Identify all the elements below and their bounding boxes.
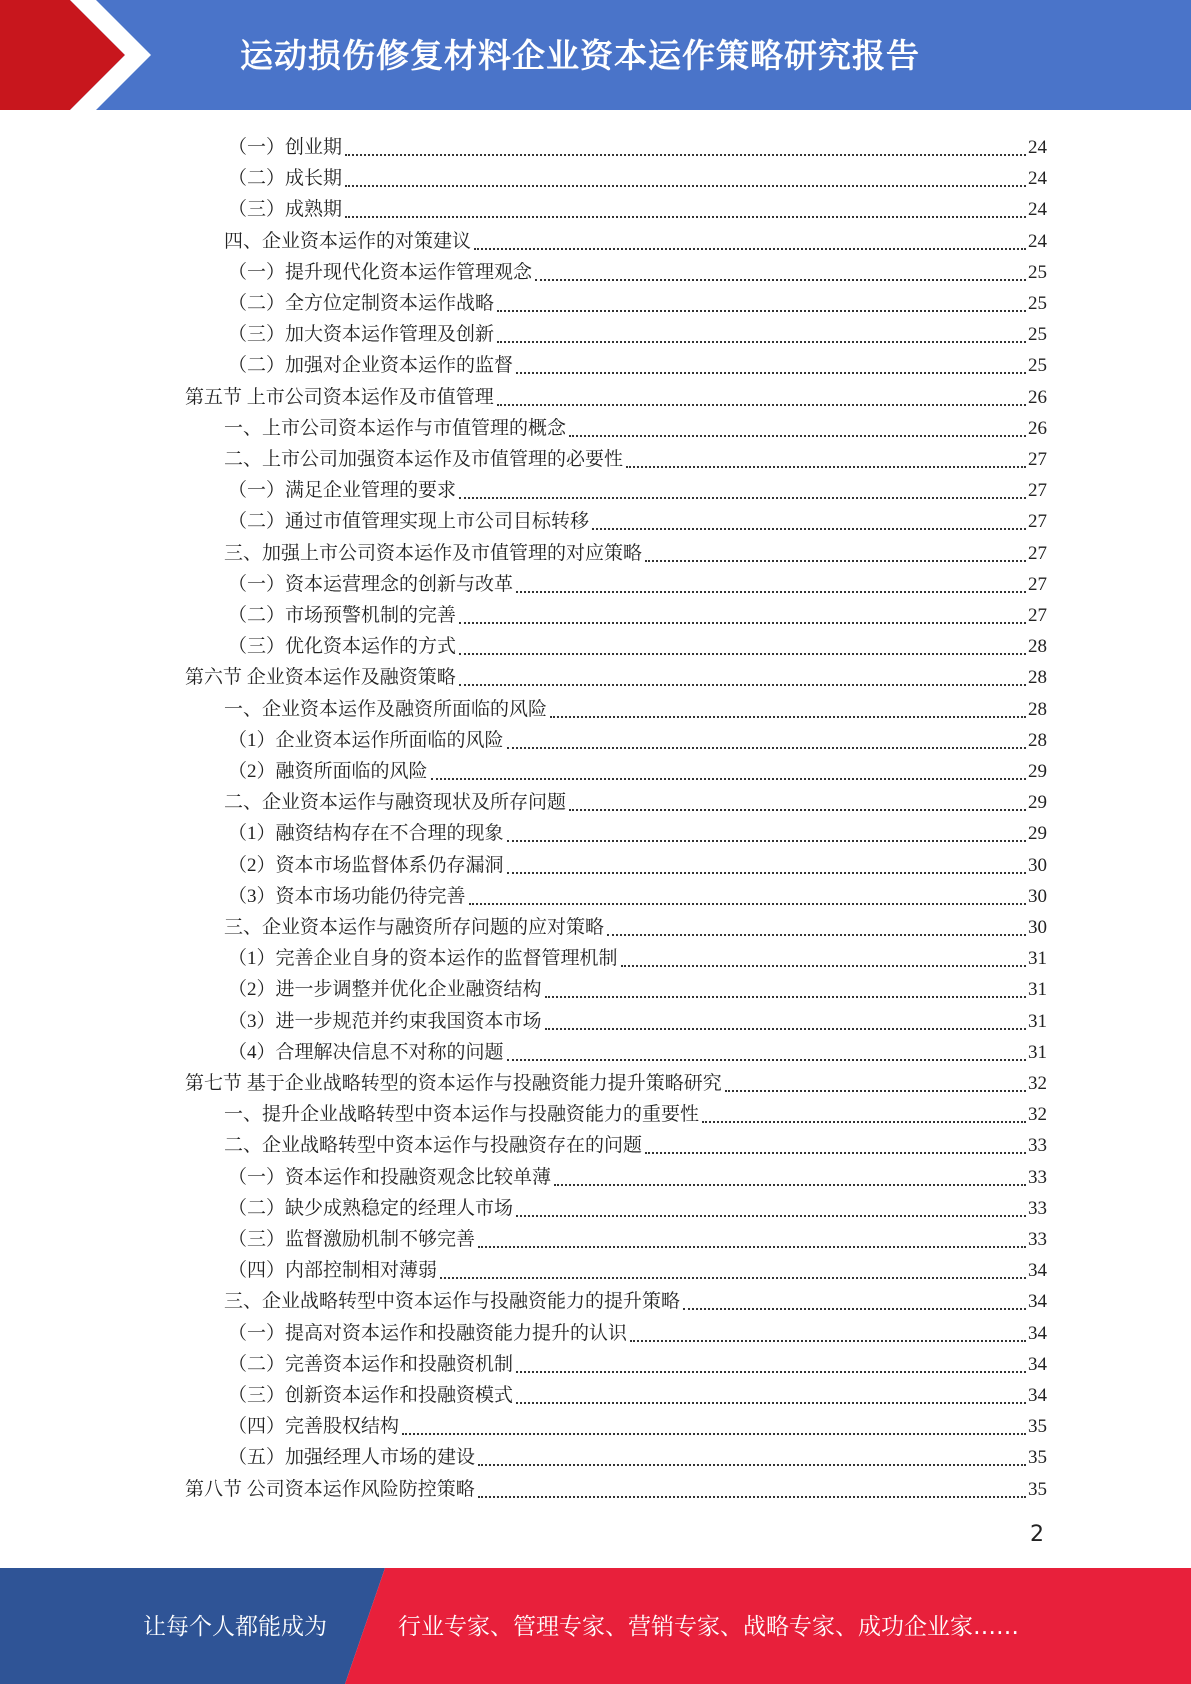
toc-entry-title: （四）完善股权结构 — [228, 1416, 400, 1438]
toc-dot-leader — [621, 949, 1026, 967]
toc-dot-leader — [645, 1136, 1026, 1154]
toc-dot-leader — [459, 481, 1026, 499]
toc-entry-page: 25 — [1028, 261, 1047, 283]
toc-entry[interactable] — [224, 534, 1047, 565]
toc-entry[interactable] — [228, 159, 1047, 190]
toc-entry-title: 一、提升企业战略转型中资本运作与投融资能力的重要性 — [224, 1104, 700, 1126]
toc-dot-leader — [497, 294, 1026, 312]
toc-entry-page: 25 — [1028, 293, 1047, 314]
toc-entry[interactable] — [228, 721, 1047, 752]
toc-dot-leader — [516, 575, 1026, 593]
toc-entry[interactable] — [228, 814, 1047, 845]
toc-entry-title: 第八节 公司资本运作风险防控策略 — [185, 1478, 475, 1500]
toc-entry-page: 34 — [1028, 1353, 1047, 1375]
toc-entry[interactable] — [224, 1095, 1047, 1126]
toc-entry-page: 28 — [1028, 729, 1047, 751]
toc-entry-page: 30 — [1028, 885, 1047, 907]
toc-entry[interactable] — [228, 190, 1047, 221]
toc-entry-page: 34 — [1028, 1385, 1047, 1406]
toc-entry-title: （3）进一步规范并约束我国资本市场 — [228, 1010, 542, 1032]
toc-entry-page: 31 — [1028, 979, 1047, 1001]
toc-entry-title: 一、企业资本运作及融资所面临的风险 — [224, 698, 548, 720]
toc-dot-leader — [516, 1199, 1026, 1217]
toc-dot-leader — [545, 980, 1026, 998]
toc-entry[interactable] — [228, 627, 1047, 658]
toc-entry[interactable] — [228, 1033, 1047, 1064]
toc-dot-leader — [431, 762, 1026, 780]
toc-entry[interactable] — [228, 877, 1047, 908]
toc-entry-title: （二）完善资本运作和投融资机制 — [228, 1353, 514, 1375]
toc-entry[interactable] — [228, 128, 1047, 159]
toc-entry-page: 32 — [1028, 1073, 1047, 1094]
toc-entry-title: 第五节 上市公司资本运作及市值管理 — [185, 386, 494, 408]
toc-entry-title: 二、企业资本运作与融资现状及所存问题 — [224, 792, 567, 814]
toc-dot-leader — [550, 700, 1026, 718]
toc-entry-page: 29 — [1028, 761, 1047, 782]
toc-entry-title: （二）全方位定制资本运作战略 — [228, 293, 495, 314]
toc-entry-page: 31 — [1028, 948, 1047, 970]
toc-entry[interactable] — [185, 658, 1047, 689]
toc-dot-leader — [607, 918, 1026, 936]
toc-entry-page: 29 — [1028, 792, 1047, 814]
toc-entry[interactable] — [224, 1126, 1047, 1157]
toc-entry-title: 二、企业战略转型中资本运作与投融资存在的问题 — [224, 1135, 643, 1157]
toc-dot-leader — [440, 1261, 1026, 1279]
toc-entry-page: 29 — [1028, 823, 1047, 845]
toc-entry-title: （2）资本市场监督体系仍存漏洞 — [228, 854, 504, 876]
toc-dot-leader — [569, 793, 1026, 811]
toc-entry[interactable] — [228, 471, 1047, 502]
toc-dot-leader — [545, 1012, 1026, 1030]
toc-entry-title: 三、企业资本运作与融资所存问题的应对策略 — [224, 917, 605, 938]
toc-dot-leader — [507, 856, 1026, 874]
toc-entry-title: （五）加强经理人市场的建设 — [228, 1447, 476, 1469]
page-footer — [0, 1568, 1191, 1684]
toc-entry-title: （一）创业期 — [228, 137, 343, 158]
toc-entry[interactable] — [228, 596, 1047, 627]
toc-entry[interactable] — [228, 1251, 1047, 1282]
toc-entry[interactable] — [228, 752, 1047, 783]
toc-entry[interactable] — [224, 690, 1047, 721]
toc-dot-leader — [626, 450, 1026, 468]
toc-entry[interactable] — [228, 1158, 1047, 1189]
toc-entry-page: 33 — [1028, 1229, 1047, 1250]
toc-entry-title: （1）完善企业自身的资本运作的监督管理机制 — [228, 948, 618, 970]
toc-entry[interactable] — [228, 346, 1047, 377]
toc-entry-title: （二）缺少成熟稳定的经理人市场 — [228, 1197, 514, 1219]
toc-entry-page: 24 — [1028, 137, 1047, 158]
toc-entry-title: （2）融资所面临的风险 — [228, 761, 428, 782]
toc-entry-title: （三）优化资本运作的方式 — [228, 636, 457, 658]
toc-dot-leader — [630, 1324, 1026, 1342]
toc-entry-page: 33 — [1028, 1166, 1047, 1188]
toc-dot-leader — [507, 824, 1026, 842]
toc-entry[interactable] — [228, 1002, 1047, 1033]
toc-entry[interactable] — [228, 846, 1047, 877]
toc-dot-leader — [569, 419, 1026, 437]
toc-entry-page: 35 — [1028, 1447, 1047, 1469]
toc-entry-page: 25 — [1028, 324, 1047, 346]
toc-dot-leader — [702, 1105, 1026, 1123]
toc-entry-page: 28 — [1028, 636, 1047, 658]
toc-entry-title: （1）融资结构存在不合理的现象 — [228, 823, 504, 845]
toc-entry-title: 第七节 基于企业战略转型的资本运作与投融资能力提升策略研究 — [185, 1073, 722, 1094]
toc-entry[interactable] — [228, 284, 1047, 315]
toc-dot-leader — [497, 388, 1026, 406]
toc-entry-title: （4）合理解决信息不对称的问题 — [228, 1041, 504, 1063]
page-header — [0, 0, 1191, 110]
page-number: 2 — [1030, 1522, 1044, 1547]
toc-entry-title: （3）资本市场功能仍待完善 — [228, 885, 466, 907]
header-arrow-decoration — [0, 0, 160, 110]
toc-entry[interactable] — [224, 222, 1047, 253]
toc-entry-title: （2）进一步调整并优化企业融资结构 — [228, 979, 542, 1001]
toc-entry-title: 一、上市公司资本运作与市值管理的概念 — [224, 417, 567, 439]
toc-entry-page: 35 — [1028, 1478, 1047, 1500]
toc-dot-leader — [474, 232, 1026, 250]
footer-slogan-right: 行业专家、管理专家、营销专家、战略专家、成功企业家…… — [398, 1614, 1019, 1640]
toc-dot-leader — [592, 512, 1026, 530]
toc-entry-page: 27 — [1028, 573, 1047, 595]
toc-entry-page: 28 — [1028, 698, 1047, 720]
toc-entry[interactable] — [224, 409, 1047, 440]
toc-dot-leader — [554, 1168, 1026, 1186]
toc-dot-leader — [516, 1386, 1026, 1404]
toc-entry-page: 24 — [1028, 199, 1047, 221]
toc-entry-title: 三、企业战略转型中资本运作与投融资能力的提升策略 — [224, 1291, 681, 1313]
toc-dot-leader — [345, 138, 1026, 156]
toc-dot-leader — [478, 1480, 1026, 1498]
toc-entry-title: （二）成长期 — [228, 168, 343, 190]
toc-entry-title: （二）通过市值管理实现上市公司目标转移 — [228, 511, 590, 533]
toc-dot-leader — [535, 263, 1026, 281]
toc-dot-leader — [507, 1043, 1026, 1061]
toc-dot-leader — [645, 544, 1026, 562]
toc-entry-page: 25 — [1028, 355, 1047, 377]
toc-entry-title: （一）满足企业管理的要求 — [228, 480, 457, 502]
toc-dot-leader — [469, 887, 1026, 905]
toc-entry[interactable] — [185, 1470, 1047, 1501]
toc-entry[interactable] — [224, 440, 1047, 471]
toc-entry[interactable] — [228, 315, 1047, 346]
toc-entry-page: 24 — [1028, 230, 1047, 252]
toc-entry[interactable] — [228, 1220, 1047, 1251]
toc-entry-page: 26 — [1028, 417, 1047, 439]
toc-entry-page: 27 — [1028, 480, 1047, 502]
toc-entry-title: 三、加强上市公司资本运作及市值管理的对应策略 — [224, 542, 643, 564]
toc-entry-page: 30 — [1028, 917, 1047, 938]
toc-entry-page: 28 — [1028, 667, 1047, 689]
toc-entry-page: 33 — [1028, 1135, 1047, 1157]
toc-entry[interactable] — [228, 502, 1047, 533]
toc-entry-title: （一）提高对资本运作和投融资能力提升的认识 — [228, 1322, 628, 1344]
toc-dot-leader — [497, 325, 1026, 343]
toc-entry-title: （三）创新资本运作和投融资模式 — [228, 1385, 514, 1406]
toc-dot-leader — [516, 356, 1026, 374]
toc-entry-page: 27 — [1028, 542, 1047, 564]
toc-entry-title: 二、上市公司加强资本运作及市值管理的必要性 — [224, 449, 624, 470]
toc-entry-page: 34 — [1028, 1291, 1047, 1313]
toc-entry-title: （三）加大资本运作管理及创新 — [228, 324, 495, 346]
toc-entry-page: 30 — [1028, 854, 1047, 876]
toc-entry-title: （四）内部控制相对薄弱 — [228, 1260, 438, 1282]
footer-slogan-left: 让每个人都能成为 — [143, 1614, 327, 1640]
toc-entry[interactable] — [228, 1438, 1047, 1469]
toc-dot-leader — [459, 668, 1026, 686]
toc-dot-leader — [459, 606, 1026, 624]
toc-entry-title: （二）加强对企业资本运作的监督 — [228, 355, 514, 377]
toc-dot-leader — [478, 1448, 1026, 1466]
toc-dot-leader — [345, 169, 1026, 187]
toc-entry-page: 27 — [1028, 511, 1047, 533]
toc-entry[interactable] — [228, 565, 1047, 596]
toc-entry[interactable] — [228, 939, 1047, 970]
toc-entry-page: 27 — [1028, 605, 1047, 626]
toc-entry-page: 26 — [1028, 386, 1047, 408]
toc-entry[interactable] — [228, 970, 1047, 1001]
toc-entry-title: （一）提升现代化资本运作管理观念 — [228, 261, 533, 283]
toc-entry-title: （一）资本运作和投融资观念比较单薄 — [228, 1166, 552, 1188]
toc-entry-title: （三）监督激励机制不够完善 — [228, 1229, 476, 1250]
toc-entry-page: 35 — [1028, 1416, 1047, 1438]
toc-entry-page: 31 — [1028, 1041, 1047, 1063]
toc-entry-title: （一）资本运营理念的创新与改革 — [228, 573, 514, 595]
toc-entry[interactable] — [224, 908, 1047, 939]
toc-entry[interactable] — [228, 253, 1047, 284]
toc-entry-page: 31 — [1028, 1010, 1047, 1032]
toc-dot-leader — [725, 1074, 1026, 1092]
toc-entry-title: 第六节 企业资本运作及融资策略 — [185, 667, 456, 689]
toc-entry-page: 33 — [1028, 1197, 1047, 1219]
toc-dot-leader — [507, 731, 1026, 749]
toc-entry[interactable] — [224, 1282, 1047, 1313]
toc-entry[interactable] — [228, 1314, 1047, 1345]
report-title: 运动损伤修复材料企业资本运作策略研究报告 — [240, 36, 920, 75]
toc-entry[interactable] — [228, 1407, 1047, 1438]
toc-entry[interactable] — [228, 1345, 1047, 1376]
toc-entry[interactable] — [185, 1064, 1047, 1095]
toc-entry-page: 32 — [1028, 1104, 1047, 1126]
toc-entry[interactable] — [224, 783, 1047, 814]
toc-entry-page: 34 — [1028, 1322, 1047, 1344]
toc-dot-leader — [402, 1417, 1026, 1435]
toc-entry-title: （二）市场预警机制的完善 — [228, 605, 457, 626]
toc-entry-page: 34 — [1028, 1260, 1047, 1282]
toc-dot-leader — [459, 637, 1026, 655]
toc-dot-leader — [345, 200, 1026, 218]
toc-entry[interactable] — [185, 378, 1047, 409]
toc-entry-title: （1）企业资本运作所面临的风险 — [228, 729, 504, 751]
toc-entry-title: 四、企业资本运作的对策建议 — [224, 230, 472, 252]
toc-dot-leader — [683, 1292, 1026, 1310]
toc-dot-leader — [516, 1355, 1026, 1373]
toc-entry-title: （三）成熟期 — [228, 199, 343, 221]
toc-entry[interactable] — [228, 1189, 1047, 1220]
toc-entry-page: 24 — [1028, 168, 1047, 190]
toc-entry-page: 27 — [1028, 449, 1047, 470]
toc-entry[interactable] — [228, 1376, 1047, 1407]
toc-dot-leader — [478, 1230, 1026, 1248]
